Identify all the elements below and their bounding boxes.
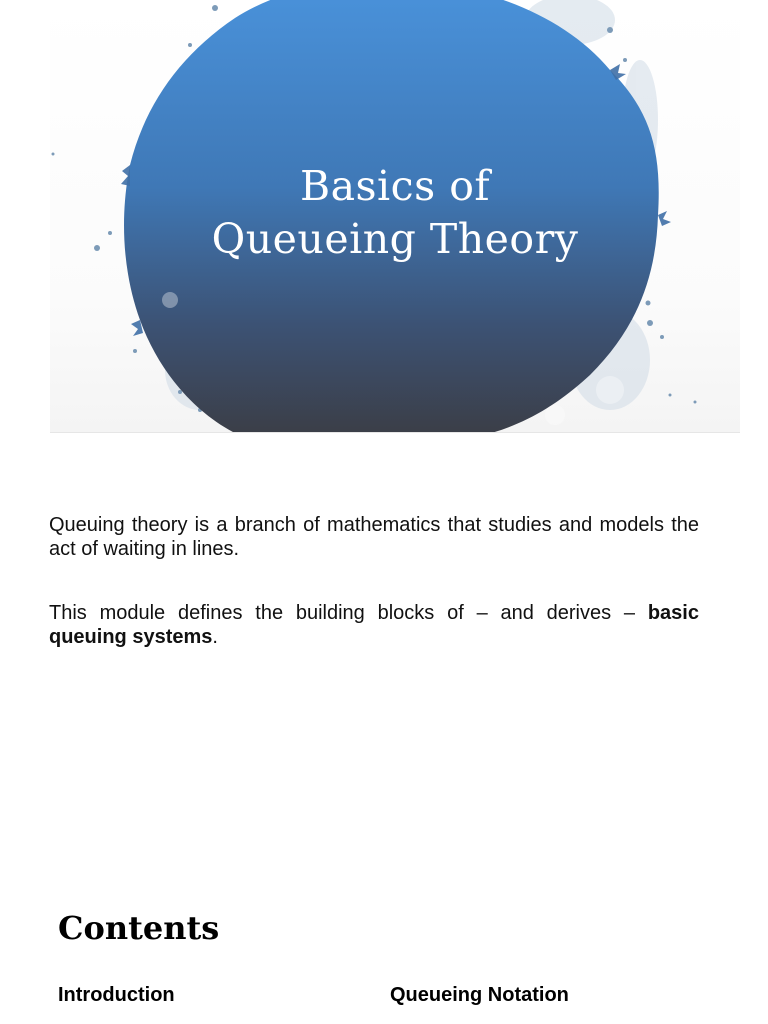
toc-item-queueing-notation[interactable]: Queueing Notation [390,984,569,1006]
intro-paragraph-2-prefix: This module defines the building blocks of – and derives – [49,602,648,624]
toc-item-introduction[interactable]: Introduction [58,984,175,1006]
cover-title-line2: Queueing Theory [211,215,579,263]
intro-paragraph-2 [49,601,699,649]
cover-title [50,160,740,266]
intro-paragraph-1: Queuing theory is a branch of mathematics that studies and models the act of waiting in lines. [49,514,699,560]
intro-text [49,513,699,649]
cover-image [50,0,740,433]
contents-heading: Contents [58,909,220,947]
cover-title-line1: Basics of [299,162,491,210]
intro-paragraph-2-emphasis: basic queuing systems [49,602,699,648]
intro-paragraph-2-suffix: . [212,626,218,648]
